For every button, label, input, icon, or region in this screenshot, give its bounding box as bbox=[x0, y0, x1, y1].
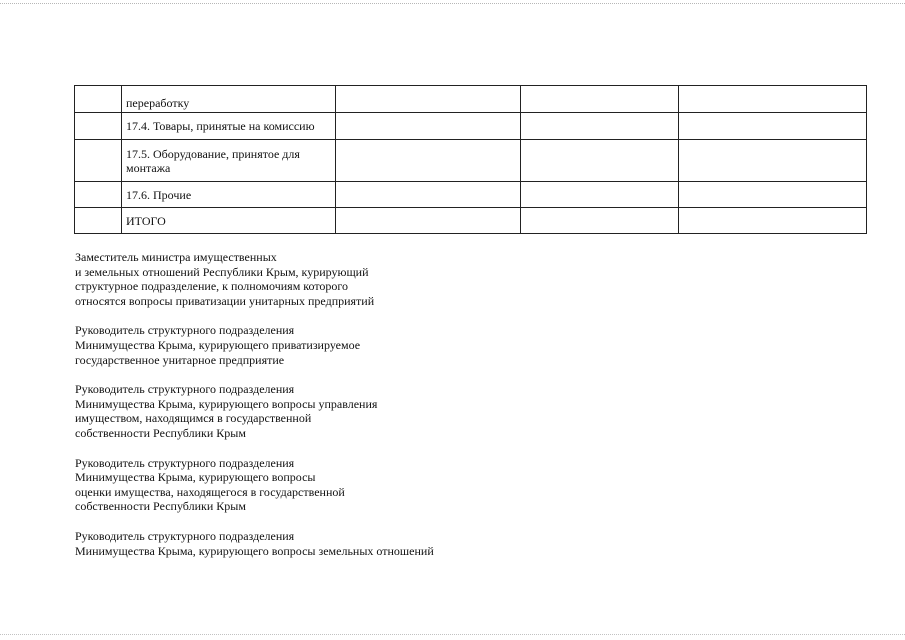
row-number-cell bbox=[75, 86, 122, 113]
signature-block-land-relations-head bbox=[75, 529, 575, 558]
table-cell bbox=[521, 208, 679, 234]
table-cell bbox=[521, 86, 679, 113]
signature-line: Минимущества Крыма, курирующего вопросы управления bbox=[75, 396, 378, 411]
signature-line: собственности Республики Крым bbox=[75, 425, 246, 440]
table-cell bbox=[336, 140, 521, 182]
table-cell bbox=[679, 113, 867, 140]
signature-line: Руководитель структурного подразделения bbox=[75, 323, 295, 338]
signature-line: Руководитель структурного подразделения bbox=[75, 455, 295, 470]
row-name-cell bbox=[122, 113, 336, 140]
row-number-cell bbox=[75, 182, 122, 208]
signature-line: Руководитель структурного подразделения bbox=[75, 528, 295, 543]
table-total-label: ИТОГО bbox=[126, 213, 166, 228]
table-cell bbox=[521, 113, 679, 140]
signature-line: структурное подразделение, к полномочиям которого bbox=[75, 279, 349, 294]
signature-line: государственное унитарное предприятие bbox=[75, 352, 285, 367]
table-row bbox=[75, 140, 867, 182]
table-cell bbox=[679, 86, 867, 113]
row-name-line: 17.6. Прочие bbox=[126, 187, 192, 202]
signature-line: Минимущества Крыма, курирующего приватизируемое bbox=[75, 337, 361, 352]
row-number-cell bbox=[75, 113, 122, 140]
row-name-cell bbox=[122, 208, 336, 234]
table-row bbox=[75, 182, 867, 208]
row-name-cell bbox=[122, 86, 336, 113]
signature-line: Заместитель министра имущественных bbox=[75, 250, 277, 264]
row-name-line: монтажа bbox=[126, 161, 171, 175]
signature-block-privatized-enterprise-head bbox=[75, 323, 575, 367]
inventory-table bbox=[74, 85, 867, 234]
scan-edge-top bbox=[0, 3, 905, 5]
row-number-cell bbox=[75, 140, 122, 182]
table-cell bbox=[679, 182, 867, 208]
signature-line: относятся вопросы приватизации унитарных предприятий bbox=[75, 293, 375, 308]
scan-edge-bottom bbox=[0, 634, 905, 636]
signature-line: Минимущества Крыма, курирующего вопросы земельных отношений bbox=[75, 543, 434, 558]
signature-line: имуществом, находящимся в государственной bbox=[75, 411, 312, 426]
signature-block-deputy-minister bbox=[75, 250, 575, 308]
row-number-cell bbox=[75, 208, 122, 234]
row-name-cell bbox=[122, 182, 336, 208]
row-name-line: переработку bbox=[126, 96, 190, 110]
signature-section bbox=[75, 250, 575, 573]
table-cell bbox=[679, 140, 867, 182]
row-name-line: 17.4. Товары, принятые на комиссию bbox=[126, 119, 315, 133]
signature-line: оценки имущества, находящегося в государственной bbox=[75, 484, 345, 499]
table-row bbox=[75, 208, 867, 234]
signature-line: Руководитель структурного подразделения bbox=[75, 382, 295, 397]
table-cell bbox=[336, 113, 521, 140]
signature-line: Минимущества Крыма, курирующего вопросы bbox=[75, 470, 316, 485]
signature-line: собственности Республики Крым bbox=[75, 499, 246, 514]
row-name-cell bbox=[122, 140, 336, 182]
table-cell bbox=[336, 86, 521, 113]
table-cell bbox=[336, 208, 521, 234]
signature-block-property-management-head bbox=[75, 382, 575, 440]
table-cell bbox=[336, 182, 521, 208]
table-row bbox=[75, 113, 867, 140]
row-name-line: 17.5. Оборудование, принятое для bbox=[126, 147, 300, 161]
table-row bbox=[75, 86, 867, 113]
signature-line: и земельных отношений Республики Крым, курирующий bbox=[75, 264, 369, 279]
table-cell bbox=[521, 140, 679, 182]
table-cell bbox=[679, 208, 867, 234]
signature-block-property-valuation-head bbox=[75, 456, 575, 514]
table-cell bbox=[521, 182, 679, 208]
